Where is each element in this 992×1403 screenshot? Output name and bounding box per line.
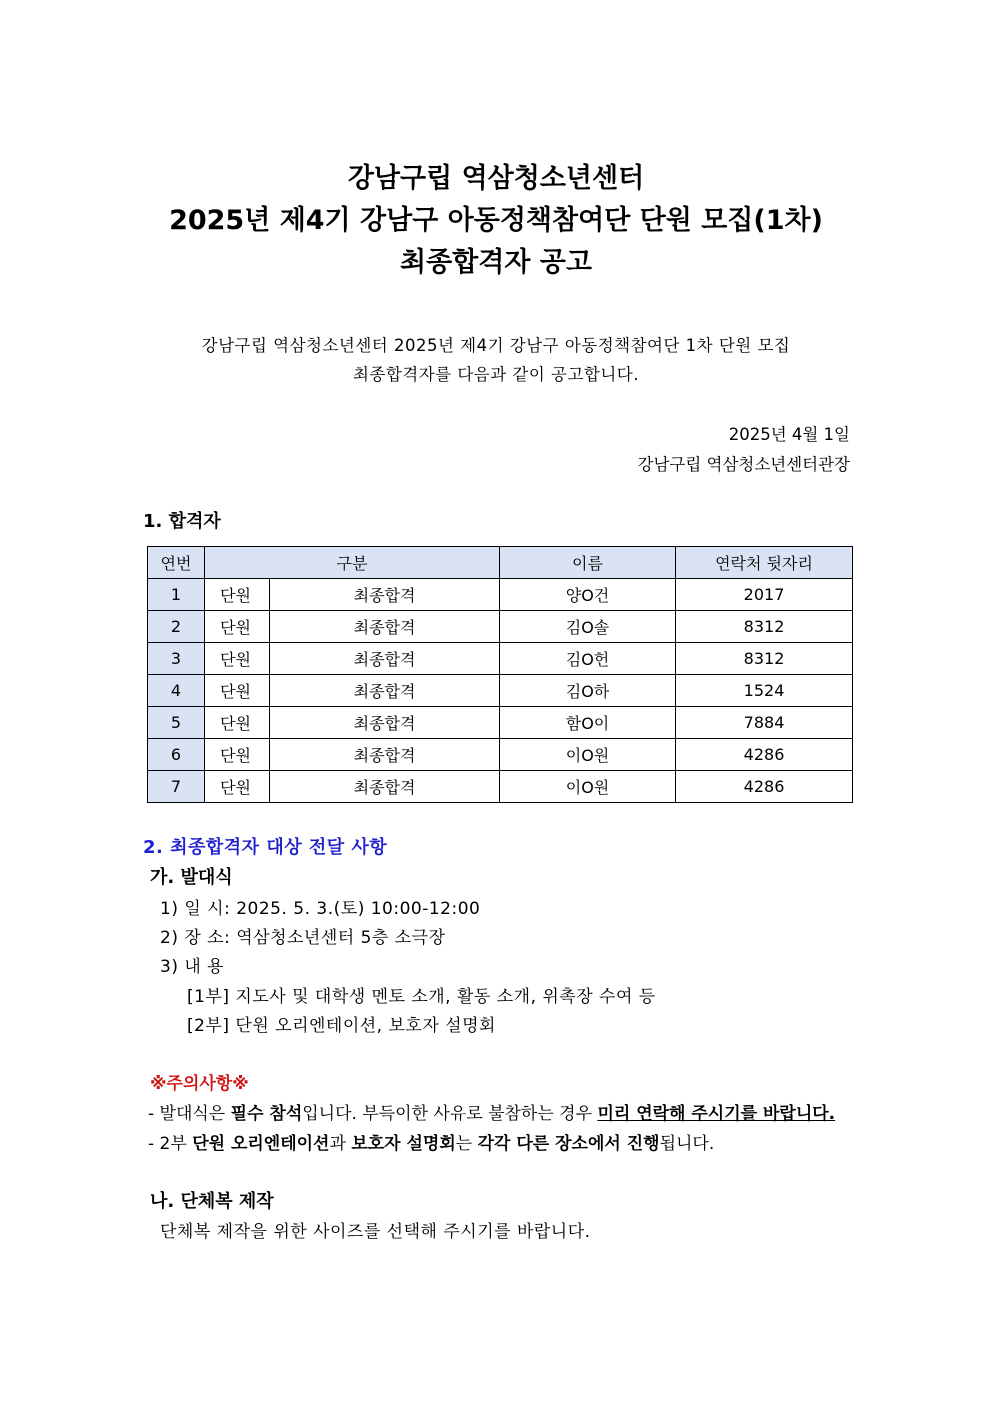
table-row: [148, 739, 853, 771]
row-result: 최종합격: [270, 579, 500, 611]
row-contact: 8312: [676, 611, 853, 643]
row-contact: 8312: [676, 643, 853, 675]
ceremony-content-label: 3) 내 용: [160, 957, 225, 977]
intro-paragraph: [0, 331, 992, 389]
row-no: 4: [148, 675, 205, 707]
notice-2-g: 됩니다.: [659, 1134, 715, 1154]
notice-1-c: 입니다. 부득이한 사유로 불참하는 경우: [302, 1104, 598, 1124]
notice-2-d: 보호자 설명회: [351, 1134, 456, 1154]
intro-line-2: 최종합격자를 다음과 같이 공고합니다.: [352, 365, 639, 384]
row-type: 단원: [205, 675, 270, 707]
row-name: 이O원: [500, 771, 676, 803]
notice-2-f: 각각 다른 장소에서 진행: [477, 1134, 660, 1154]
intro-line-1: 강남구립 역삼청소년센터 2025년 제4기 강남구 아동정책참여단 1차 단원 모집: [201, 336, 791, 355]
notice-2-b: 단원 오리엔테이션: [192, 1134, 330, 1154]
header-name: 이름: [500, 547, 676, 579]
table-row: [148, 643, 853, 675]
title-line-1: 강남구립 역삼청소년센터: [347, 163, 645, 194]
issuer-name: 강남구립 역삼청소년센터관장: [637, 455, 850, 474]
header-no: 연번: [148, 547, 205, 579]
row-type: 단원: [205, 771, 270, 803]
row-contact: 2017: [676, 579, 853, 611]
row-contact: 7884: [676, 707, 853, 739]
row-result: 최종합격: [270, 675, 500, 707]
row-type: 단원: [205, 611, 270, 643]
row-no: 1: [148, 579, 205, 611]
row-type: 단원: [205, 739, 270, 771]
row-name: 이O원: [500, 739, 676, 771]
section-2-heading: 2. 최종합격자 대상 전달 사항: [143, 837, 388, 858]
row-type: 단원: [205, 643, 270, 675]
section-1-heading: 1. 합격자: [143, 511, 221, 532]
title-line-2: 2025년 제4기 강남구 아동정책참여단 단원 모집(1차): [169, 205, 823, 236]
document-title: [0, 158, 992, 284]
table-row: [148, 611, 853, 643]
notice-line-1: [148, 1099, 835, 1124]
row-type: 단원: [205, 579, 270, 611]
notice-title: ※주의사항※: [150, 1074, 249, 1094]
table-row: [148, 579, 853, 611]
table-row: [148, 707, 853, 739]
header-contact: 연락처 뒷자리: [676, 547, 853, 579]
row-result: 최종합격: [270, 771, 500, 803]
row-name: 양O건: [500, 579, 676, 611]
accepted-table: [147, 546, 853, 803]
subsection-b-heading: 나. 단체복 제작: [150, 1191, 274, 1212]
notice-line-2: [148, 1129, 714, 1154]
ceremony-part-2: [2부] 단원 오리엔테이션, 보호자 설명회: [187, 1016, 496, 1036]
row-no: 7: [148, 771, 205, 803]
row-no: 3: [148, 643, 205, 675]
table-row: [148, 771, 853, 803]
table-row: [148, 675, 853, 707]
header-category: 구분: [205, 547, 500, 579]
row-name: 김O하: [500, 675, 676, 707]
row-result: 최종합격: [270, 707, 500, 739]
title-line-3: 최종합격자 공고: [400, 247, 592, 278]
table-header-row: [148, 547, 853, 579]
row-result: 최종합격: [270, 643, 500, 675]
row-name: 김O솔: [500, 611, 676, 643]
date-issuer-block: [638, 420, 850, 480]
row-name: 함O이: [500, 707, 676, 739]
row-type: 단원: [205, 707, 270, 739]
row-no: 2: [148, 611, 205, 643]
uniform-text: 단체복 제작을 위한 사이즈를 선택해 주시기를 바랍니다.: [160, 1222, 591, 1242]
notice-2-c: 과: [329, 1134, 352, 1154]
row-no: 5: [148, 707, 205, 739]
row-contact: 1524: [676, 675, 853, 707]
row-contact: 4286: [676, 771, 853, 803]
ceremony-part-1: [1부] 지도사 및 대학생 멘토 소개, 활동 소개, 위촉장 수여 등: [187, 987, 656, 1007]
notice-1-a: - 발대식은: [148, 1104, 231, 1124]
ceremony-datetime: 1) 일 시: 2025. 5. 3.(토) 10:00-12:00: [160, 899, 481, 919]
notice-1-emphasis: 필수 참석: [230, 1104, 303, 1124]
row-result: 최종합격: [270, 611, 500, 643]
subsection-a-heading: 가. 발대식: [150, 867, 233, 888]
row-no: 6: [148, 739, 205, 771]
row-result: 최종합격: [270, 739, 500, 771]
notice-1-underline: 미리 연락해 주시기를 바랍니다.: [597, 1104, 836, 1124]
notice-2-e: 는: [455, 1134, 478, 1154]
notice-2-a: - 2부: [148, 1134, 193, 1154]
row-name: 김O헌: [500, 643, 676, 675]
row-contact: 4286: [676, 739, 853, 771]
announcement-date: 2025년 4월 1일: [728, 425, 850, 444]
ceremony-location: 2) 장 소: 역삼청소년센터 5층 소극장: [160, 928, 446, 948]
